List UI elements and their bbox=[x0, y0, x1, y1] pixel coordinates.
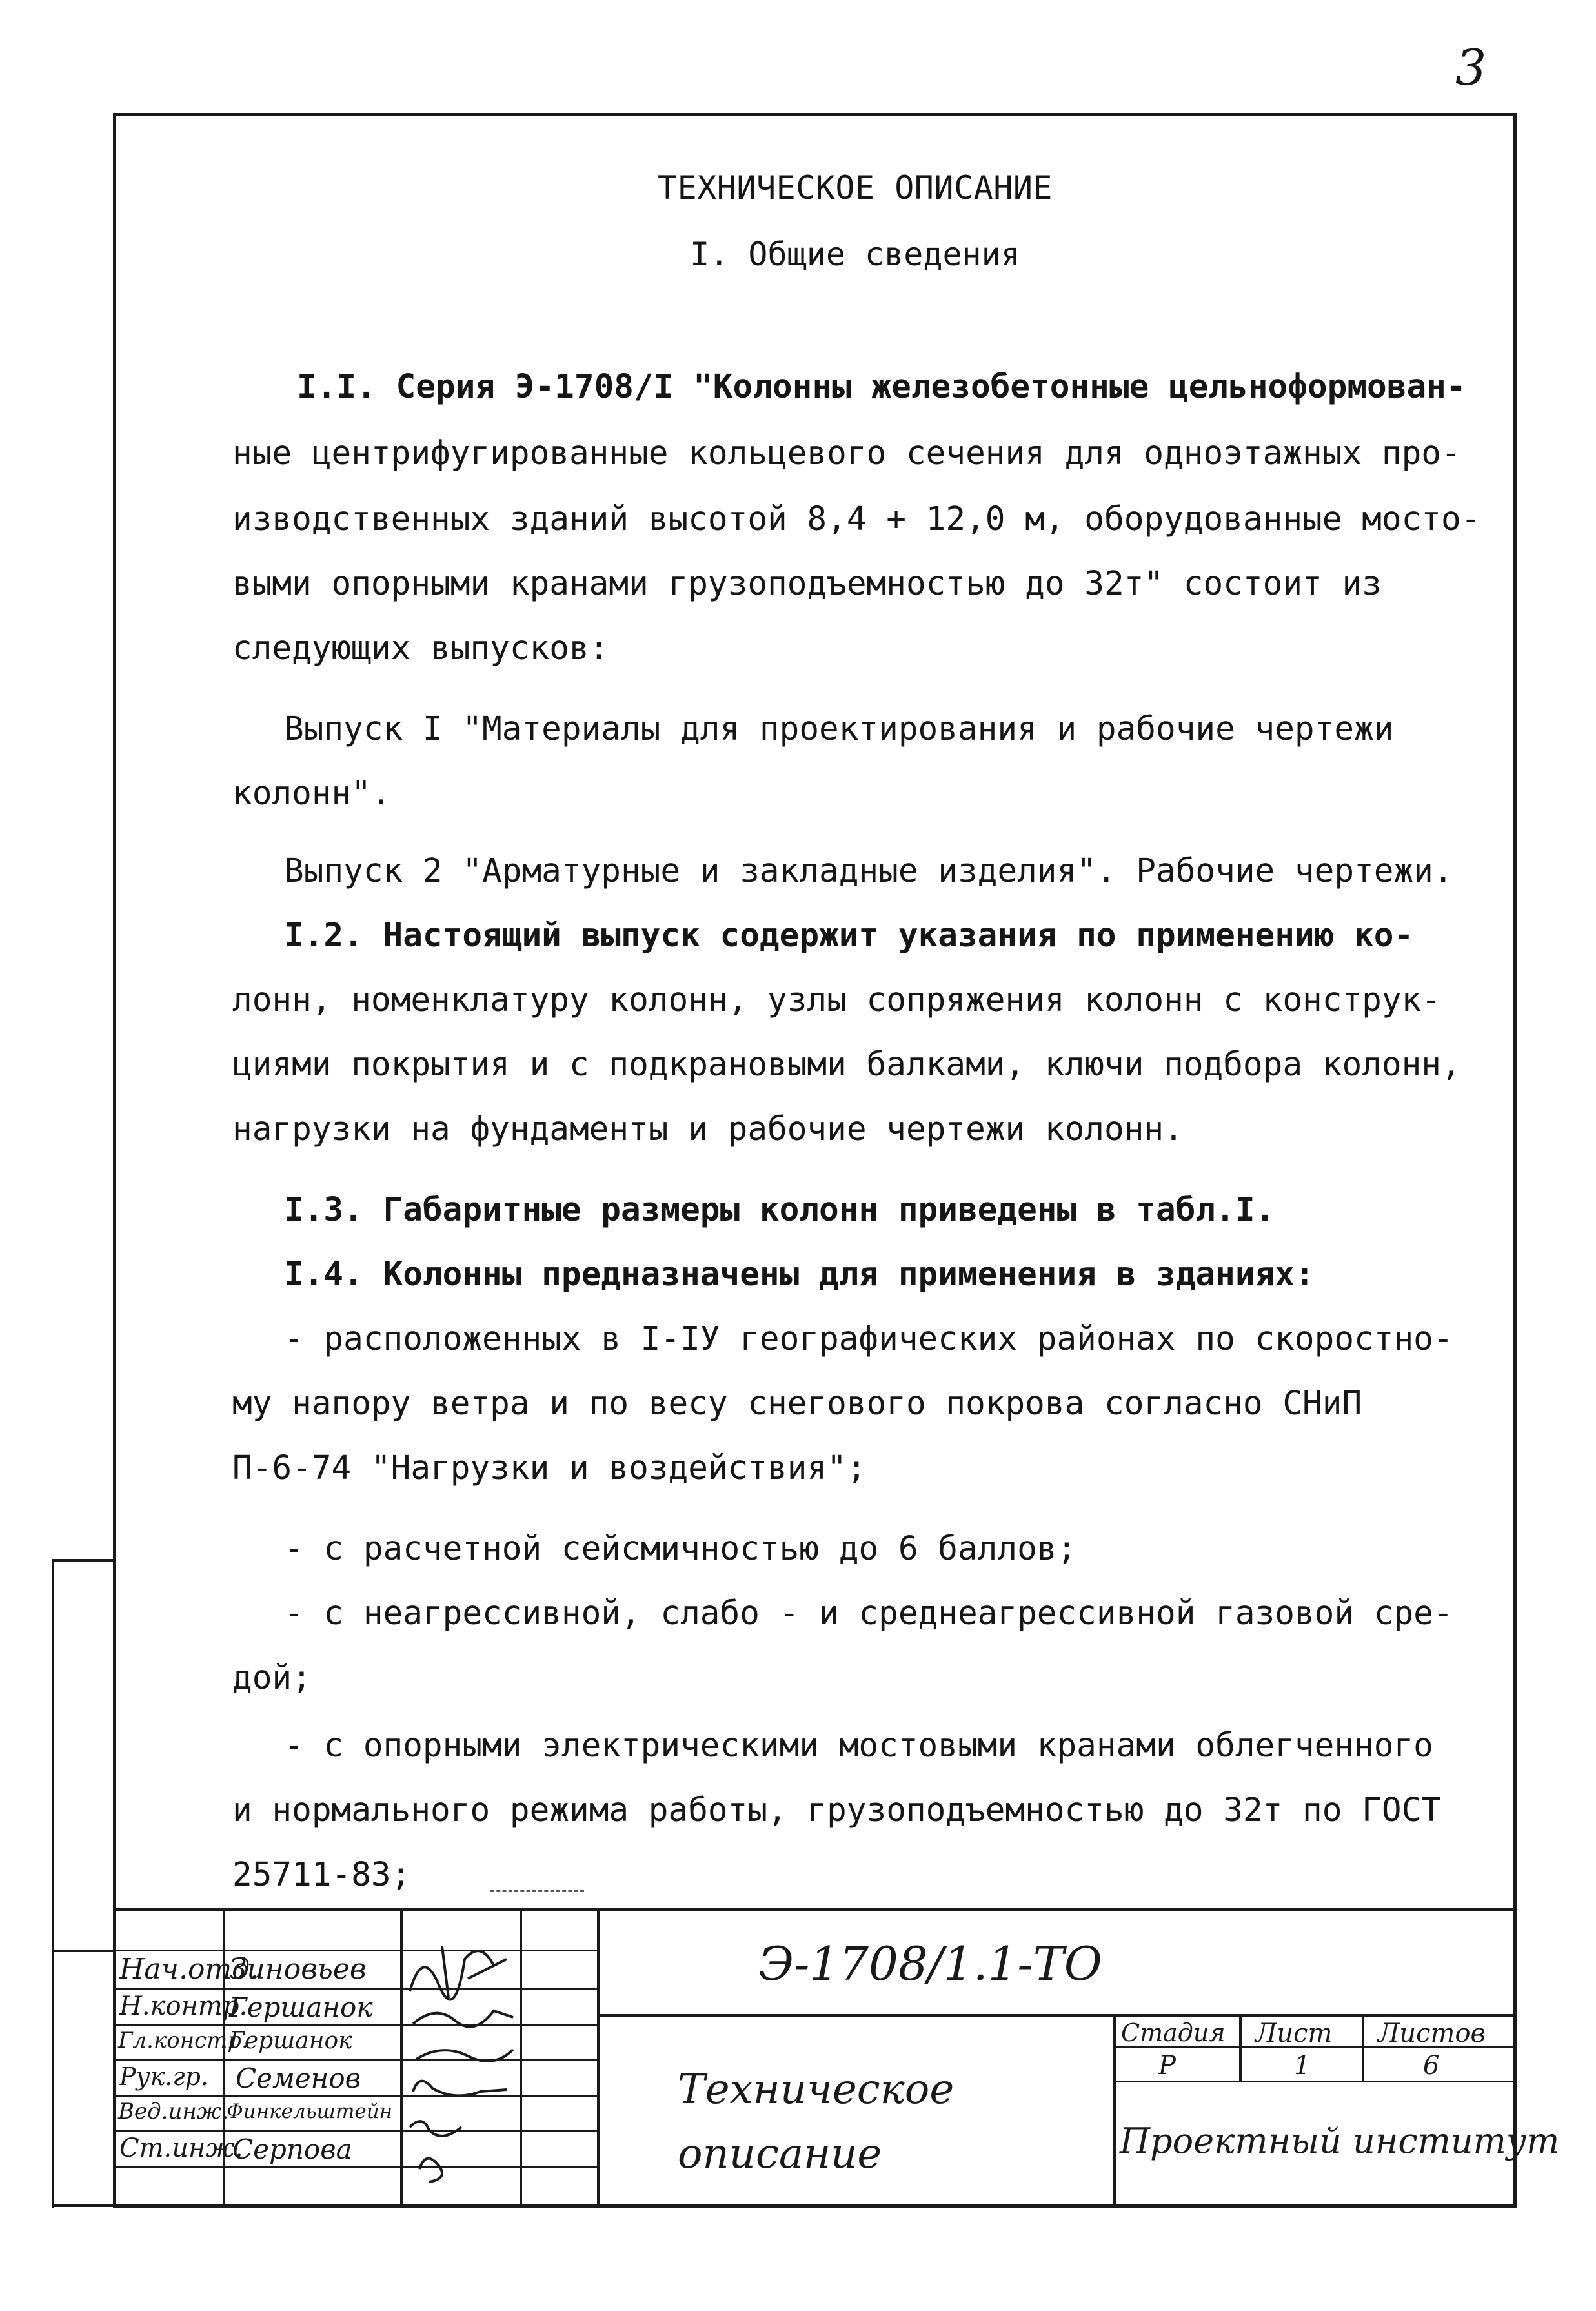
body-line: Выпуск 2 "Арматурные и закладные изделия". Рабочие чертежи. bbox=[284, 852, 1453, 890]
sheets-label: Листов bbox=[1378, 2019, 1486, 2048]
body-line: ные центрифугированные кольцевого сечения для одноэтажных про- bbox=[232, 434, 1461, 473]
body-line: колонн". bbox=[232, 775, 391, 813]
body-line: 25711-83; bbox=[232, 1856, 411, 1894]
stage-label: Стадия bbox=[1121, 2019, 1226, 2047]
body-line: циями покрытия и с подкрановыми балками, ключи подбора колонн, bbox=[232, 1046, 1461, 1084]
table-line bbox=[113, 2095, 597, 2097]
table-line bbox=[113, 2024, 597, 2026]
section-heading: I. Общие сведения bbox=[690, 236, 1020, 273]
page-number: 3 bbox=[1455, 39, 1487, 96]
stage-value: Р bbox=[1158, 2051, 1176, 2081]
table-line bbox=[520, 1908, 522, 2208]
table-line bbox=[1362, 2014, 1364, 2082]
body-line: I.2. Настоящий выпуск содержит указания по применению ко- bbox=[284, 917, 1414, 955]
body-line: Выпуск I "Материалы для проектирования и рабочие чертежи bbox=[284, 710, 1394, 748]
organization-name: Проектный институт bbox=[1120, 2121, 1560, 2161]
body-line: лонн, номенклатуру колонн, узлы сопряжения колонн с конструк- bbox=[232, 981, 1441, 1019]
body-line: му напору ветра и по весу снегового покрова согласно СНиП bbox=[232, 1385, 1362, 1423]
signature-role: Н.контр. bbox=[119, 1991, 248, 2021]
body-line: следующих выпусков: bbox=[232, 629, 609, 667]
body-line: I.3. Габаритные размеры колонн приведены в табл.I. bbox=[284, 1191, 1275, 1229]
document-heading: ТЕХНИЧЕСКОЕ ОПИСАНИЕ bbox=[657, 169, 1053, 207]
document-title: описание bbox=[678, 2130, 882, 2178]
body-line: выми опорными кранами грузоподъемностью до 32т" состоит из bbox=[232, 565, 1382, 603]
body-line: - с неагрессивной, слабо - и среднеагрессивной газовой сре- bbox=[284, 1594, 1453, 1633]
table-line bbox=[113, 2166, 597, 2168]
table-line bbox=[113, 1988, 597, 1990]
table-line bbox=[1113, 2014, 1116, 2208]
signature-role: Рук.гр. bbox=[119, 2062, 208, 2091]
body-line: I.4. Колонны предназначены для применения в зданиях: bbox=[284, 1256, 1315, 1294]
signature-name: Зиновьев bbox=[229, 1953, 367, 1986]
sheet-value: 1 bbox=[1294, 2051, 1311, 2081]
sheets-value: 6 bbox=[1423, 2051, 1440, 2081]
table-line bbox=[597, 1908, 600, 2208]
signature-role: Вед.инж. bbox=[118, 2099, 229, 2124]
signature-name: Серпова bbox=[232, 2133, 352, 2165]
signature-name: Гершанок bbox=[229, 1991, 373, 2023]
strip-divider bbox=[54, 2204, 116, 2207]
table-line bbox=[1113, 2081, 1517, 2082]
body-line: - с опорными электрическими мостовыми кранами облегченного bbox=[284, 1727, 1433, 1765]
signature-name: Гершанок bbox=[229, 2028, 352, 2054]
body-line: дой; bbox=[232, 1659, 312, 1697]
table-line bbox=[113, 2130, 597, 2132]
dashed-mark bbox=[490, 1890, 584, 1892]
strip-divider bbox=[54, 1559, 116, 1562]
signature-role: Нач.отд. bbox=[119, 1953, 259, 1986]
body-line: П-6-74 "Нагрузки и воздействия"; bbox=[232, 1449, 867, 1487]
table-line bbox=[113, 1950, 597, 1951]
table-line bbox=[113, 2059, 597, 2061]
title-block bbox=[113, 1908, 1560, 2208]
body-line: I.I. Серия Э-1708/I "Колонны железобетонные цельноформован- bbox=[297, 368, 1466, 406]
signature-name: Семенов bbox=[236, 2062, 361, 2094]
signature-scribbles bbox=[403, 1920, 520, 2204]
document-code: Э-1708/1.1-ТО bbox=[758, 1937, 1102, 1991]
table-line bbox=[400, 1908, 403, 2208]
body-line: - расположенных в I-IУ географических районах по скоростно- bbox=[284, 1320, 1453, 1358]
table-line bbox=[1239, 2014, 1242, 2082]
signature-role: Ст.инж. bbox=[119, 2133, 243, 2163]
strip-divider bbox=[54, 1950, 116, 1952]
title-block-border bbox=[113, 1908, 1517, 1911]
body-line: нагрузки на фундаменты и рабочие чертежи колонн. bbox=[232, 1110, 1184, 1148]
body-line: и нормального режима работы, грузоподъемностью до 32т по ГОСТ bbox=[232, 1791, 1441, 1829]
margin-strip bbox=[52, 1559, 116, 2208]
body-line: изводственных зданий высотой 8,4 + 12,0 м, оборудованные мосто- bbox=[232, 500, 1481, 538]
signature-name: Финкельштейн bbox=[227, 2100, 393, 2123]
sheet-label: Лист bbox=[1255, 2019, 1333, 2048]
body-line: - с расчетной сейсмичностью до 6 баллов; bbox=[284, 1530, 1077, 1568]
table-line bbox=[597, 2014, 1517, 2017]
signature-role: Гл.констр. bbox=[118, 2028, 248, 2053]
document-title: Техническое bbox=[678, 2066, 955, 2113]
